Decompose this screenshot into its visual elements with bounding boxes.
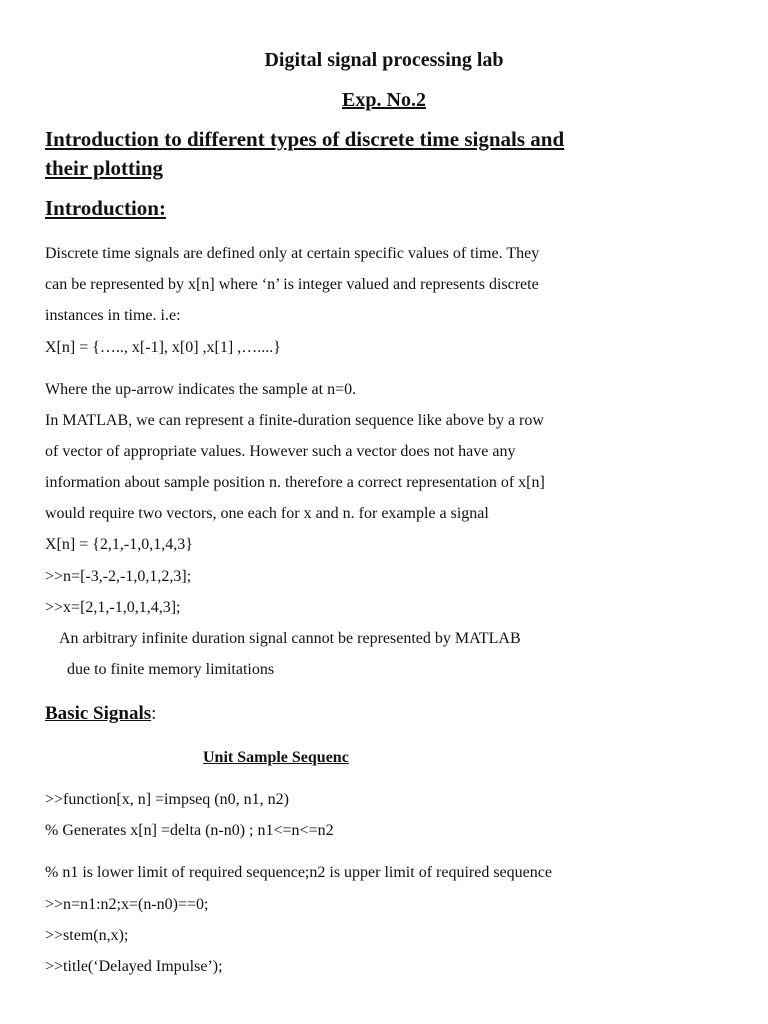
matlab-paragraph-line-2: of vector of appropriate values. However such a vector does not have any [45,443,516,460]
experiment-number-text: Exp. No.2 [342,89,426,111]
main-heading-line-1: Introduction to different types of discrete time signals and [45,127,565,151]
main-heading-line-2: their plotting [45,156,164,180]
code-sequence: >>n=n1:n2;x=(n-n0)==0; [45,896,209,913]
matlab-paragraph-line-4: would require two vectors, one each for x and n. for example a signal [45,505,489,522]
matlab-paragraph-line-1: In MATLAB, we can represent a finite-duration sequence like above by a row [45,412,544,429]
lab-title: Digital signal processing lab [264,49,504,71]
infinite-signal-note-line-2: due to finite memory limitations [67,661,275,678]
sequence-example: X[n] = {2,1,-1,0,1,4,3} [45,536,193,553]
sequence-general-form: X[n] = {….., x[-1], x[0] ,x[1] ,…....} [45,339,281,356]
infinite-signal-note-line-1: An arbitrary infinite duration signal cannot be represented by MATLAB [59,630,521,647]
comment-generates: % Generates x[n] =delta (n-n0) ; n1<=n<=n2 [45,822,334,839]
code-stem: >>stem(n,x); [45,927,129,944]
intro-paragraph-line-3: instances in time. i.e: [45,307,181,324]
intro-paragraph-line-1: Discrete time signals are defined only at certain specific values of time. They [45,245,540,262]
intro-paragraph-line-2: can be represented by x[n] where ‘n’ is integer valued and represents discrete [45,276,539,293]
code-function-definition: >>function[x, n] =impseq (n0, n1, n2) [45,791,289,808]
basic-signals-heading [45,702,156,726]
unit-sample-heading-text: Unit Sample Sequenc [203,749,349,766]
introduction-heading: Introduction: [45,196,166,220]
unit-sample-heading [203,748,349,768]
experiment-number [0,88,768,112]
basic-signals-colon: : [151,703,157,724]
comment-limits: % n1 is lower limit of required sequence;n2 is upper limit of required sequence [45,864,552,881]
basic-signals-heading-text: Basic Signals [45,703,152,724]
uparrow-note: Where the up-arrow indicates the sample at n=0. [45,381,357,398]
matlab-paragraph-line-3: information about sample position n. therefore a correct representation of x[n] [45,474,545,491]
code-n-vector: >>n=[-3,-2,-1,0,1,2,3]; [45,568,192,585]
code-x-vector: >>x=[2,1,-1,0,1,4,3]; [45,599,181,616]
code-title: >>title(‘Delayed Impulse’); [45,958,223,975]
